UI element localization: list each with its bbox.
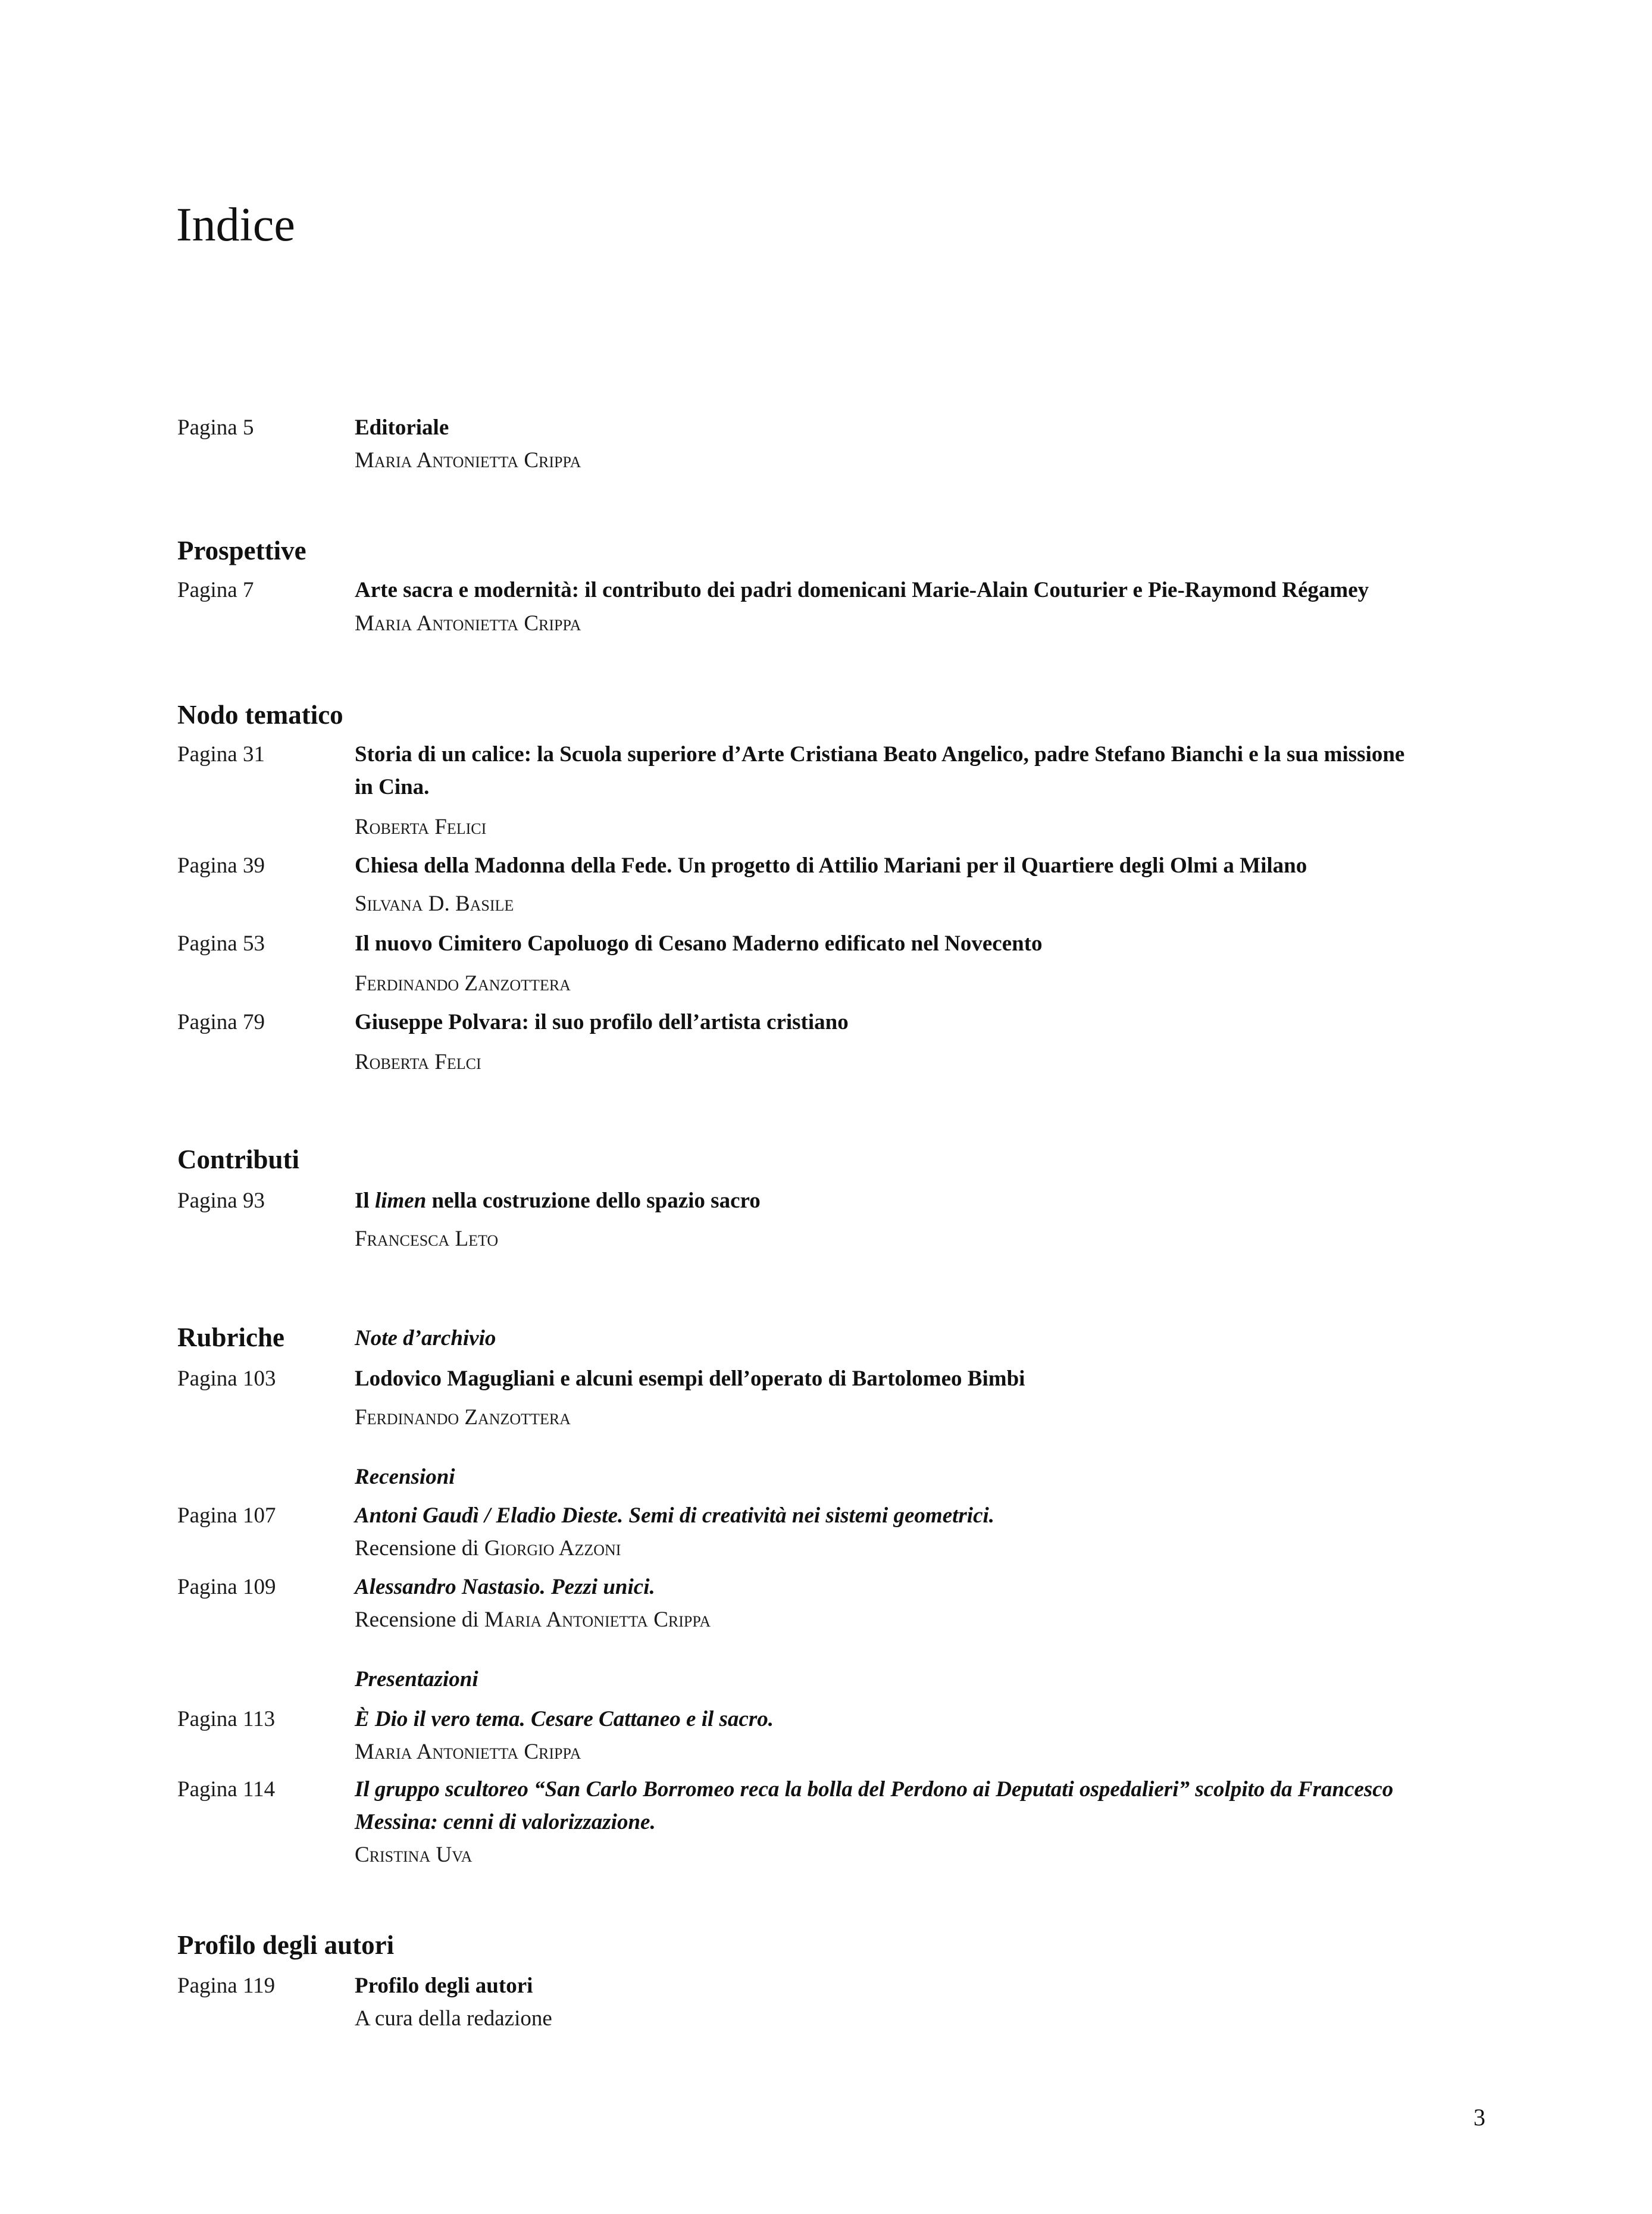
page-ref: Pagina 79 [177, 1010, 265, 1034]
article-title[interactable]: È Dio il vero tema. Cesare Cattaneo e il sacro. [355, 1707, 774, 1731]
section-heading-rubriche: Rubriche [177, 1322, 284, 1352]
article-author: Maria Antonietta Crippa [355, 611, 581, 636]
article-author: Maria Antonietta Crippa [484, 1608, 711, 1632]
page-ref: Pagina 53 [177, 931, 265, 956]
page-ref: Pagina 31 [177, 742, 265, 767]
article-author: Silvana D. Basile [355, 892, 514, 916]
article-author: Ferdinando Zanzottera [355, 971, 571, 996]
article-author: Roberta Felici [355, 815, 487, 839]
page-ref: Pagina 119 [177, 1974, 276, 1998]
article-title[interactable]: Chiesa della Madonna della Fede. Un progetto di Attilio Mariani per il Quartiere degli Olmi a Milano [355, 853, 1307, 878]
article-title-continued[interactable]: Messina: cenni di valorizzazione. [355, 1810, 656, 1834]
title-emphasis: limen [374, 1189, 427, 1213]
page-ref: Pagina 114 [177, 1777, 276, 1802]
section-heading-nodo-tematico: Nodo tematico [177, 700, 343, 730]
article-author: A cura della redazione [355, 2006, 552, 2031]
page-title: Indice [176, 199, 295, 251]
article-author: Roberta Felci [355, 1050, 481, 1074]
section-heading-contributi: Contributi [177, 1144, 300, 1174]
article-title[interactable]: Il gruppo scultoreo “San Carlo Borromeo reca la bolla del Perdono ai Deputati ospedalieri” scolpito da Francesco [355, 1777, 1394, 1802]
page-ref: Pagina 113 [177, 1707, 276, 1731]
article-author: Cristina Uva [355, 1843, 473, 1867]
article-author: Maria Antonietta Crippa [355, 448, 581, 473]
page-ref: Pagina 107 [177, 1503, 276, 1528]
page-ref: Pagina 93 [177, 1189, 265, 1213]
article-title[interactable]: Alessandro Nastasio. Pezzi unici. [355, 1575, 655, 1599]
article-title[interactable]: Antoni Gaudì / Eladio Dieste. Semi di creatività nei sistemi geometrici. [355, 1503, 995, 1528]
page-number: 3 [1473, 2104, 1485, 2131]
article-author: Maria Antonietta Crippa [355, 1740, 581, 1764]
title-part: nella costruzione dello spazio sacro [426, 1189, 761, 1213]
title-part: Il [355, 1189, 375, 1213]
article-title[interactable] [355, 1190, 761, 1212]
section-heading-profilo: Profilo degli autori [177, 1930, 395, 1960]
article-title[interactable]: Editoriale [355, 415, 449, 440]
article-title[interactable]: Giuseppe Polvara: il suo profilo dell’artista cristiano [355, 1010, 849, 1034]
review-byline [355, 1609, 711, 1631]
page-ref: Pagina 103 [177, 1366, 276, 1391]
article-title[interactable]: Lodovico Magugliani e alcuni esempi dell’operato di Bartolomeo Bimbi [355, 1366, 1025, 1391]
page-ref: Pagina 39 [177, 853, 265, 878]
article-title-continued[interactable]: in Cina. [355, 775, 430, 799]
review-prefix: Recensione di [355, 1536, 484, 1561]
page-ref: Pagina 7 [177, 578, 254, 602]
subsection-label-note-archivio: Note d’archivio [355, 1326, 496, 1350]
subsection-label-recensioni: Recensioni [355, 1465, 455, 1489]
article-title[interactable]: Storia di un calice: la Scuola superiore d’Arte Cristiana Beato Angelico, padre Stefano Bianchi e la sua missione [355, 742, 1405, 767]
article-title[interactable]: Profilo degli autori [355, 1974, 533, 1998]
article-title[interactable]: Il nuovo Cimitero Capoluogo di Cesano Maderno edificato nel Novecento [355, 931, 1043, 956]
subsection-label-presentazioni: Presentazioni [355, 1667, 478, 1691]
review-prefix: Recensione di [355, 1608, 484, 1632]
article-author: Ferdinando Zanzottera [355, 1405, 571, 1430]
section-heading-prospettive: Prospettive [177, 536, 306, 565]
article-author: Giorgio Azzoni [484, 1536, 621, 1561]
page-ref: Pagina 5 [177, 415, 254, 440]
article-title[interactable]: Arte sacra e modernità: il contributo dei padri domenicani Marie-Alain Couturier e Pie-Raymond Régamey [355, 578, 1369, 602]
article-author: Francesca Leto [355, 1227, 499, 1251]
review-byline [355, 1537, 621, 1559]
page-ref: Pagina 109 [177, 1575, 276, 1599]
